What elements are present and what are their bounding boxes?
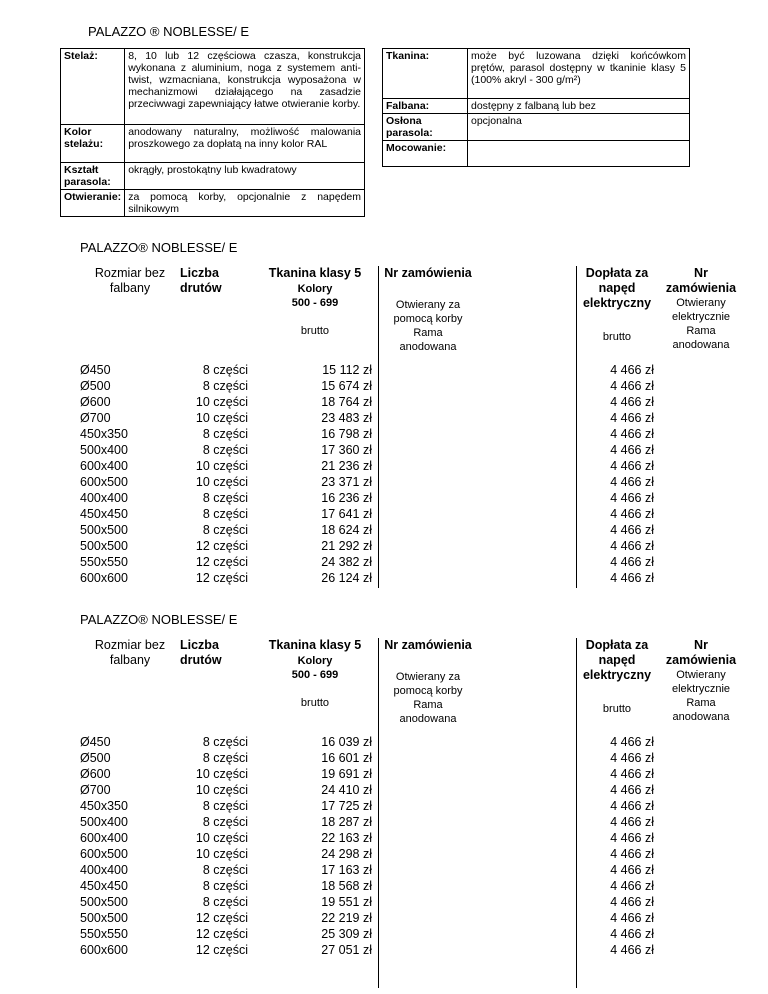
header-electric: Otwierany elektrycznie Rama anodowana [671, 669, 731, 723]
cell-surcharge: 4 466 zł [610, 427, 654, 441]
cell-surcharge: 4 466 zł [610, 475, 654, 489]
column-divider [576, 638, 577, 988]
spec-label: Otwieranie: [61, 190, 125, 217]
cell-price: 17 163 zł [321, 863, 372, 877]
cell-size: Ø500 [80, 751, 111, 765]
cell-price: 27 051 zł [321, 943, 372, 957]
cell-size: 550x550 [80, 927, 128, 941]
cell-surcharge: 4 466 zł [610, 379, 654, 393]
header-order-no: Nr zamówienia [665, 266, 737, 295]
cell-size: 500x500 [80, 539, 128, 553]
cell-size: Ø600 [80, 767, 111, 781]
cell-ribs: 12 części [195, 943, 248, 957]
spec-value: opcjonalna [468, 114, 690, 141]
header-crank: Otwierany za pomocą korby Rama anodowana [393, 299, 463, 353]
cell-surcharge: 4 466 zł [610, 363, 654, 377]
cell-surcharge: 4 466 zł [610, 735, 654, 749]
spec-table-right [382, 48, 690, 167]
cell-surcharge: 4 466 zł [610, 911, 654, 925]
header-colors-label: Kolory [297, 655, 333, 667]
cell-surcharge: 4 466 zł [610, 539, 654, 553]
cell-surcharge: 4 466 zł [610, 927, 654, 941]
cell-price: 25 309 zł [321, 927, 372, 941]
price-table [80, 266, 740, 588]
spec-label: Kształt parasola: [61, 163, 125, 190]
header-brutto: brutto [300, 697, 330, 709]
cell-surcharge: 4 466 zł [610, 767, 654, 781]
cell-size: 400x400 [80, 863, 128, 877]
cell-price: 23 483 zł [321, 411, 372, 425]
spec-value: 8, 10 lub 12 częściowa czasza, konstrukcja wykonana z aluminium, noga z systemem anti-twist, wzmacniana, konstrukcja wyposażona w mechanizmowi działającego na zasadzie przeciwwagi zapewniający łatwe otwieranie korby. [125, 49, 365, 125]
cell-price: 17 725 zł [321, 799, 372, 813]
cell-ribs: 10 części [195, 847, 248, 861]
cell-surcharge: 4 466 zł [610, 443, 654, 457]
cell-ribs: 8 części [202, 523, 248, 537]
cell-ribs: 8 części [202, 863, 248, 877]
cell-price: 16 236 zł [321, 491, 372, 505]
cell-size: 600x500 [80, 847, 128, 861]
cell-price: 26 124 zł [321, 571, 372, 585]
cell-surcharge: 4 466 zł [610, 943, 654, 957]
cell-size: 500x500 [80, 895, 128, 909]
cell-price: 18 287 zł [321, 815, 372, 829]
cell-ribs: 10 części [195, 783, 248, 797]
cell-ribs: 8 części [202, 815, 248, 829]
cell-surcharge: 4 466 zł [610, 395, 654, 409]
cell-surcharge: 4 466 zł [610, 847, 654, 861]
cell-ribs: 8 części [202, 443, 248, 457]
cell-size: 500x400 [80, 443, 128, 457]
header-brutto: brutto [602, 703, 632, 715]
header-colors-range: 500 - 699 [291, 297, 339, 309]
spec-label: Osłona parasola: [383, 114, 468, 141]
cell-price: 18 764 zł [321, 395, 372, 409]
cell-size: 550x550 [80, 555, 128, 569]
header-fabric: Tkanina klasy 5 [268, 266, 362, 280]
cell-surcharge: 4 466 zł [610, 491, 654, 505]
cell-surcharge: 4 466 zł [610, 831, 654, 845]
price-table [80, 638, 740, 988]
cell-size: 450x350 [80, 427, 128, 441]
cell-price: 24 382 zł [321, 555, 372, 569]
cell-price: 16 601 zł [321, 751, 372, 765]
header-fabric: Tkanina klasy 5 [268, 638, 362, 652]
header-surcharge: Dopłata za napęd elektryczny [582, 266, 652, 310]
cell-size: 500x500 [80, 523, 128, 537]
header-order-no: Nr zamówienia [665, 638, 737, 667]
cell-surcharge: 4 466 zł [610, 571, 654, 585]
section-title: PALAZZO® NOBLESSE/ E [80, 240, 238, 255]
header-size: Rozmiar bez falbany [94, 266, 166, 295]
spec-label: Falbana: [383, 99, 468, 114]
cell-size: 450x350 [80, 799, 128, 813]
cell-ribs: 8 części [202, 491, 248, 505]
header-surcharge: Dopłata za napęd elektryczny [582, 638, 652, 682]
cell-price: 24 298 zł [321, 847, 372, 861]
cell-ribs: 8 części [202, 879, 248, 893]
cell-surcharge: 4 466 zł [610, 799, 654, 813]
cell-ribs: 10 części [195, 395, 248, 409]
cell-price: 17 360 zł [321, 443, 372, 457]
cell-surcharge: 4 466 zł [610, 751, 654, 765]
spec-value: dostępny z falbaną lub bez [468, 99, 690, 114]
cell-size: 600x600 [80, 943, 128, 957]
cell-ribs: 12 części [195, 571, 248, 585]
cell-price: 21 292 zł [321, 539, 372, 553]
cell-surcharge: 4 466 zł [610, 459, 654, 473]
cell-size: 500x500 [80, 911, 128, 925]
cell-ribs: 10 części [195, 411, 248, 425]
cell-surcharge: 4 466 zł [610, 555, 654, 569]
cell-surcharge: 4 466 zł [610, 411, 654, 425]
spec-table-left [60, 48, 365, 217]
column-divider [576, 266, 577, 588]
cell-ribs: 8 części [202, 751, 248, 765]
cell-size: 600x500 [80, 475, 128, 489]
cell-size: 450x450 [80, 507, 128, 521]
cell-price: 16 039 zł [321, 735, 372, 749]
cell-surcharge: 4 466 zł [610, 879, 654, 893]
cell-price: 23 371 zł [321, 475, 372, 489]
cell-price: 21 236 zł [321, 459, 372, 473]
cell-size: Ø600 [80, 395, 111, 409]
column-divider [378, 638, 379, 988]
cell-surcharge: 4 466 zł [610, 783, 654, 797]
cell-price: 15 674 zł [321, 379, 372, 393]
section-title: PALAZZO® NOBLESSE/ E [80, 612, 238, 627]
cell-ribs: 8 części [202, 735, 248, 749]
spec-label: Stelaż: [61, 49, 125, 125]
cell-surcharge: 4 466 zł [610, 815, 654, 829]
spec-value: za pomocą korby, opcjonalnie z napędem silnikowym [125, 190, 365, 217]
header-order-no: Nr zamówienia [384, 638, 472, 652]
cell-size: 400x400 [80, 491, 128, 505]
cell-size: Ø450 [80, 363, 111, 377]
cell-price: 19 551 zł [321, 895, 372, 909]
cell-price: 16 798 zł [321, 427, 372, 441]
cell-size: Ø450 [80, 735, 111, 749]
spec-value: anodowany naturalny, możliwość malowania proszkowego za dopłatą na inny kolor RAL [125, 125, 365, 163]
cell-size: 500x400 [80, 815, 128, 829]
cell-ribs: 12 części [195, 911, 248, 925]
cell-price: 24 410 zł [321, 783, 372, 797]
header-ribs: Liczba drutów [180, 266, 222, 295]
cell-ribs: 10 części [195, 459, 248, 473]
spec-value: okrągły, prostokątny lub kwadratowy [125, 163, 365, 190]
cell-ribs: 8 części [202, 507, 248, 521]
cell-price: 22 219 zł [321, 911, 372, 925]
cell-ribs: 8 części [202, 379, 248, 393]
cell-size: 600x400 [80, 459, 128, 473]
cell-ribs: 12 części [195, 927, 248, 941]
cell-ribs: 12 części [195, 539, 248, 553]
cell-surcharge: 4 466 zł [610, 523, 654, 537]
cell-price: 17 641 zł [321, 507, 372, 521]
cell-ribs: 8 części [202, 895, 248, 909]
cell-size: Ø700 [80, 411, 111, 425]
header-brutto: brutto [300, 325, 330, 337]
cell-ribs: 8 części [202, 427, 248, 441]
cell-surcharge: 4 466 zł [610, 895, 654, 909]
cell-ribs: 10 części [195, 475, 248, 489]
cell-size: Ø700 [80, 783, 111, 797]
spec-value [468, 141, 690, 167]
header-order-no: Nr zamówienia [384, 266, 472, 280]
header-brutto: brutto [602, 331, 632, 343]
spec-label: Kolor stelażu: [61, 125, 125, 163]
cell-price: 15 112 zł [322, 363, 372, 377]
header-colors-range: 500 - 699 [291, 669, 339, 681]
cell-size: 600x600 [80, 571, 128, 585]
cell-surcharge: 4 466 zł [610, 507, 654, 521]
header-crank: Otwierany za pomocą korby Rama anodowana [393, 671, 463, 725]
spec-value: może być luzowana dzięki końcówkom prętów, parasol dostępny w tkaninie klasy 5 (100% akryl - 300 g/m²) [468, 49, 690, 99]
header-colors-label: Kolory [297, 283, 333, 295]
cell-size: Ø500 [80, 379, 111, 393]
column-divider [378, 266, 379, 588]
spec-label: Mocowanie: [383, 141, 468, 167]
cell-surcharge: 4 466 zł [610, 863, 654, 877]
cell-size: 450x450 [80, 879, 128, 893]
header-electric: Otwierany elektrycznie Rama anodowana [671, 297, 731, 351]
page-title: PALAZZO ® NOBLESSE/ E [88, 24, 250, 39]
spec-label: Tkanina: [383, 49, 468, 99]
cell-ribs: 10 części [195, 831, 248, 845]
cell-price: 19 691 zł [321, 767, 372, 781]
header-ribs: Liczba drutów [180, 638, 222, 667]
cell-price: 18 624 zł [321, 523, 372, 537]
cell-ribs: 8 części [202, 799, 248, 813]
cell-ribs: 12 części [195, 555, 248, 569]
cell-ribs: 10 części [195, 767, 248, 781]
cell-price: 18 568 zł [321, 879, 372, 893]
cell-size: 600x400 [80, 831, 128, 845]
cell-price: 22 163 zł [321, 831, 372, 845]
cell-ribs: 8 części [202, 363, 248, 377]
header-size: Rozmiar bez falbany [94, 638, 166, 667]
